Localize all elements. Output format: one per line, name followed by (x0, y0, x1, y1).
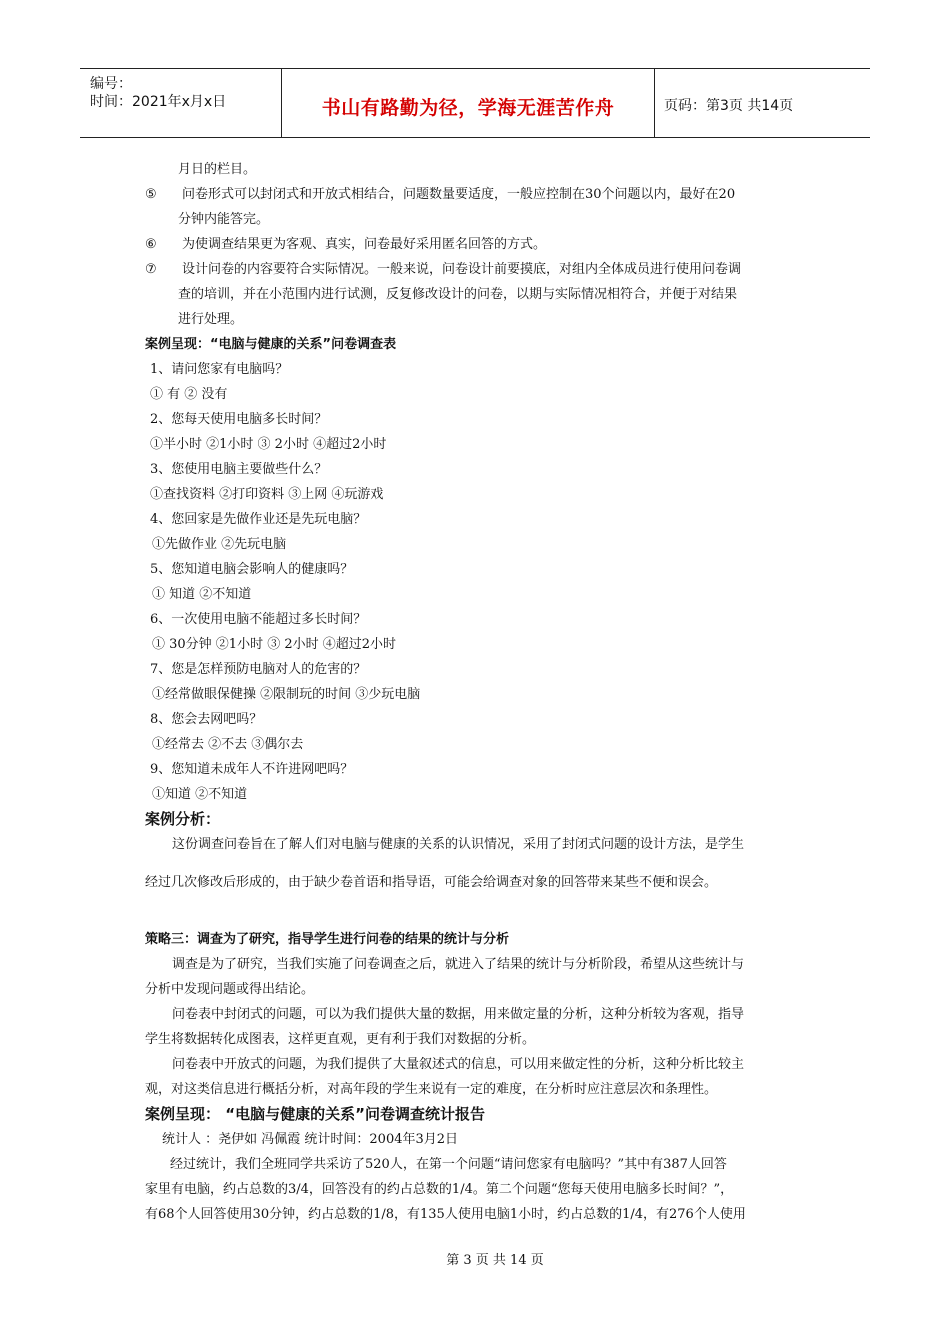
question-5: 5、您知道电脑会影响人的健康吗？ (150, 562, 354, 577)
case-questionnaire-title: 案例呈现：“电脑与健康的关系”问卷调查表 (145, 337, 397, 352)
tip-5-number: ⑤ (145, 187, 157, 202)
tip-continuation: 月日的栏目。 (178, 162, 257, 177)
analysis-line-2: 经过几次修改后形成的，由于缺少卷首语和指导语，可能会给调查对象的回答带来某些不便和误会。 (145, 875, 718, 890)
strategy-para-1-line-2: 分析中发现问题或得出结论。 (145, 982, 315, 997)
tip-6-line-1: 为使调查结果更为客观、真实，问卷最好采用匿名回答的方式。 (182, 237, 547, 252)
answer-options-7: ①经常做眼保健操 ②限制玩的时间 ③少玩电脑 (152, 687, 421, 702)
strategy-three-title: 策略三：调查为了研究，指导学生进行问卷的结果的统计与分析 (145, 932, 510, 947)
report-line-2: 家里有电脑，约占总数的3/4，回答没有的约占总数的1/4。第二个问题“您每天使用电脑多长时间？”， (145, 1182, 734, 1197)
answer-options-6: ① 30分钟 ②1小时 ③ 2小时 ④超过2小时 (152, 637, 397, 652)
answer-options-8: ①经常去 ②不去 ③偶尔去 (152, 737, 304, 752)
page-info: 页码：第3页 共14页 (664, 98, 794, 114)
case-report-title: 案例呈现： “电脑与健康的关系”问卷调查统计报告 (145, 1105, 485, 1123)
question-4: 4、您回家是先做作业还是先玩电脑？ (150, 512, 367, 527)
answer-options-3: ①查找资料 ②打印资料 ③上网 ④玩游戏 (150, 487, 384, 502)
question-1: 1、请问您家有电脑吗？ (150, 362, 289, 377)
page-footer: 第 3 页 共 14 页 (446, 1253, 544, 1268)
tip-7-line-2: 查的培训，并在小范围内进行试测，反复修改设计的问卷，以期与实际情况相符合，并便于对结果 (178, 287, 738, 302)
document-date: 时间：2021年x月x日 (90, 94, 227, 110)
answer-options-9: ①知道 ②不知道 (152, 787, 248, 802)
case-analysis-title: 案例分析： (145, 810, 221, 828)
question-6: 6、一次使用电脑不能超过多长时间？ (150, 612, 367, 627)
question-9: 9、您知道未成年人不许进网吧吗？ (150, 762, 354, 777)
tip-7-number: ⑦ (145, 262, 157, 277)
strategy-para-3-line-2: 观，对这类信息进行概括分析，对高年段的学生来说有一定的难度，在分析时应注意层次和条理性。 (145, 1082, 718, 1097)
strategy-para-1-line-1: 调查是为了研究，当我们实施了问卷调查之后，就进入了结果的统计与分析阶段，希望从这些统计与 (172, 957, 745, 972)
page-header (80, 68, 870, 138)
answer-options-1: ① 有 ② 没有 (150, 387, 228, 402)
answer-options-4: ①先做作业 ②先玩电脑 (152, 537, 287, 552)
question-2: 2、您每天使用电脑多长时间？ (150, 412, 328, 427)
question-3: 3、您使用电脑主要做些什么？ (150, 462, 328, 477)
tip-6-number: ⑥ (145, 237, 157, 252)
report-line-3: 有68个人回答使用30分钟，约占总数的1/8，有135人使用电脑1小时，约占总数的1/4，有276个人使用 (145, 1207, 746, 1222)
header-left-cell (80, 69, 281, 137)
question-8: 8、您会去网吧吗？ (150, 712, 263, 727)
tip-7-line-1: 设计问卷的内容要符合实际情况。一般来说，问卷设计前要摸底，对组内全体成员进行使用问卷调 (182, 262, 742, 277)
question-7: 7、您是怎样预防电脑对人的危害的？ (150, 662, 367, 677)
answer-options-5: ① 知道 ②不知道 (152, 587, 252, 602)
tip-7-line-3: 进行处理。 (178, 312, 244, 327)
report-line-1: 经过统计，我们全班同学共采访了520人，在第一个问题“请问您家有电脑吗？”其中有387人回答 (170, 1157, 727, 1172)
header-motto: 书山有路勤为径，学海无涯苦作舟 (321, 97, 615, 119)
tip-5-line-2: 分钟内能答完。 (178, 212, 270, 227)
analysis-line-1: 这份调查问卷旨在了解人们对电脑与健康的关系的认识情况，采用了封闭式问题的设计方法，是学生 (172, 837, 745, 852)
report-meta: 统计人 ：尧伊如 冯佩霞 统计时间：2004年3月2日 (162, 1132, 459, 1147)
strategy-para-2-line-1: 问卷表中封闭式的问题，可以为我们提供大量的数据，用来做定量的分析，这种分析较为客观，指导 (172, 1007, 745, 1022)
answer-options-2: ①半小时 ②1小时 ③ 2小时 ④超过2小时 (150, 437, 387, 452)
strategy-para-3-line-1: 问卷表中开放式的问题，为我们提供了大量叙述式的信息，可以用来做定性的分析，这种分析比较主 (172, 1057, 745, 1072)
header-motto-cell (281, 69, 655, 137)
strategy-para-2-line-2: 学生将数据转化成图表，这样更直观，更有利于我们对数据的分析。 (145, 1032, 536, 1047)
document-number-label: 编号： (90, 76, 132, 92)
tip-5-line-1: 问卷形式可以封闭式和开放式相结合，问题数量要适度，一般应控制在30个问题以内，最好在20 (182, 187, 736, 202)
header-right-cell (654, 69, 870, 137)
